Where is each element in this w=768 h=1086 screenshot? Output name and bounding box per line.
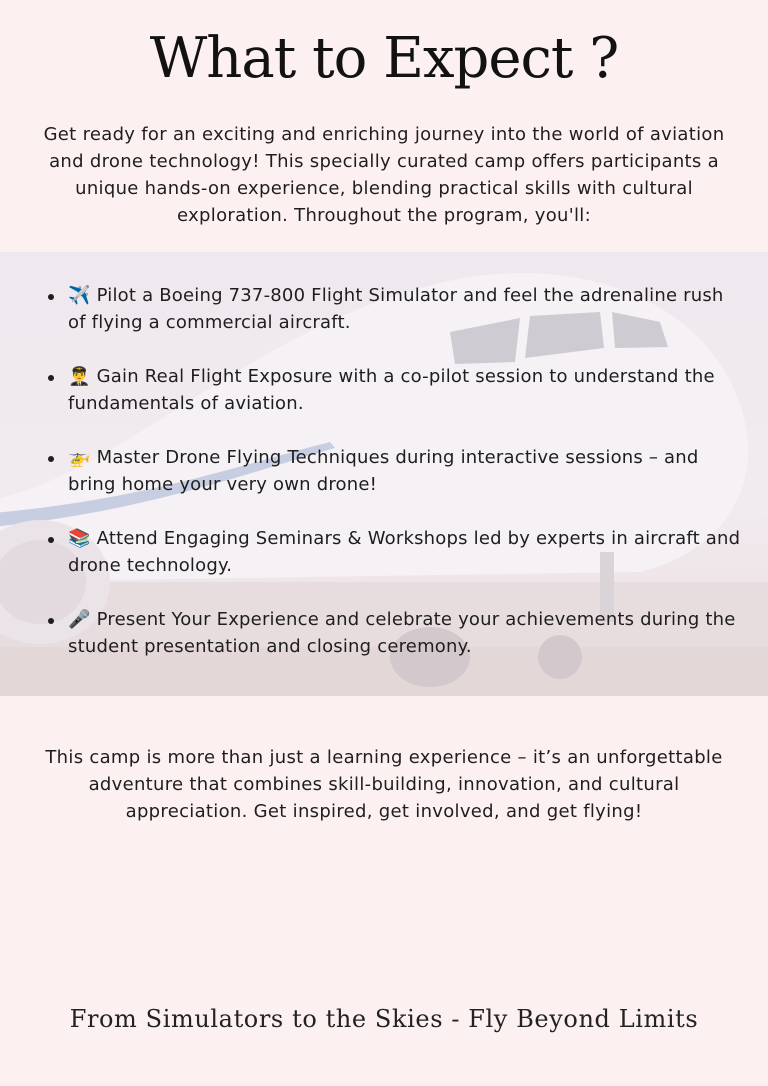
bullet-dot [48, 537, 54, 543]
bullet-dot [48, 456, 54, 462]
feature-list [44, 282, 744, 687]
page-title: What to Expect ? [149, 26, 619, 91]
list-item-text: Master Drone Flying Techniques during interactive sessions – and bring home your very own drone! [68, 447, 699, 495]
tagline: From Simulators to the Skies - Fly Beyond Limits [69, 1005, 699, 1033]
list-item [44, 606, 744, 660]
bullet-dot [48, 618, 54, 624]
airplane-emoji-icon: ✈️ [68, 285, 91, 306]
intro-paragraph: Get ready for an exciting and enriching journey into the world of aviation and drone technology! This specially curated camp offers participants a unique hands-on experience, blending practical skills with cultural exploration. Throughout the program, you'll: [43, 124, 725, 226]
list-item-text: Present Your Experience and celebrate your achievements during the student presentation and closing ceremony. [68, 609, 736, 657]
books-emoji-icon: 📚 [68, 528, 91, 549]
list-item [44, 525, 744, 579]
helicopter-emoji-icon: 🚁 [68, 447, 91, 468]
list-item [44, 444, 744, 498]
pilot-emoji-icon: 👨‍✈️ [68, 366, 91, 387]
list-item-text: Attend Engaging Seminars & Workshops led by experts in aircraft and drone technology. [68, 528, 741, 576]
list-item [44, 282, 744, 336]
bullet-dot [48, 375, 54, 381]
list-item-text: Pilot a Boeing 737-800 Flight Simulator and feel the adrenaline rush of flying a commercial aircraft. [68, 285, 724, 333]
list-item-text: Gain Real Flight Exposure with a co-pilot session to understand the fundamentals of aviation. [68, 366, 715, 414]
bullet-dot [48, 294, 54, 300]
closing-paragraph: This camp is more than just a learning experience – it’s an unforgettable adventure that combines skill-building, innovation, and cultural appreciation. Get inspired, get involved, and get flying! [45, 747, 723, 822]
microphone-emoji-icon: 🎤 [68, 609, 91, 630]
list-item [44, 363, 744, 417]
